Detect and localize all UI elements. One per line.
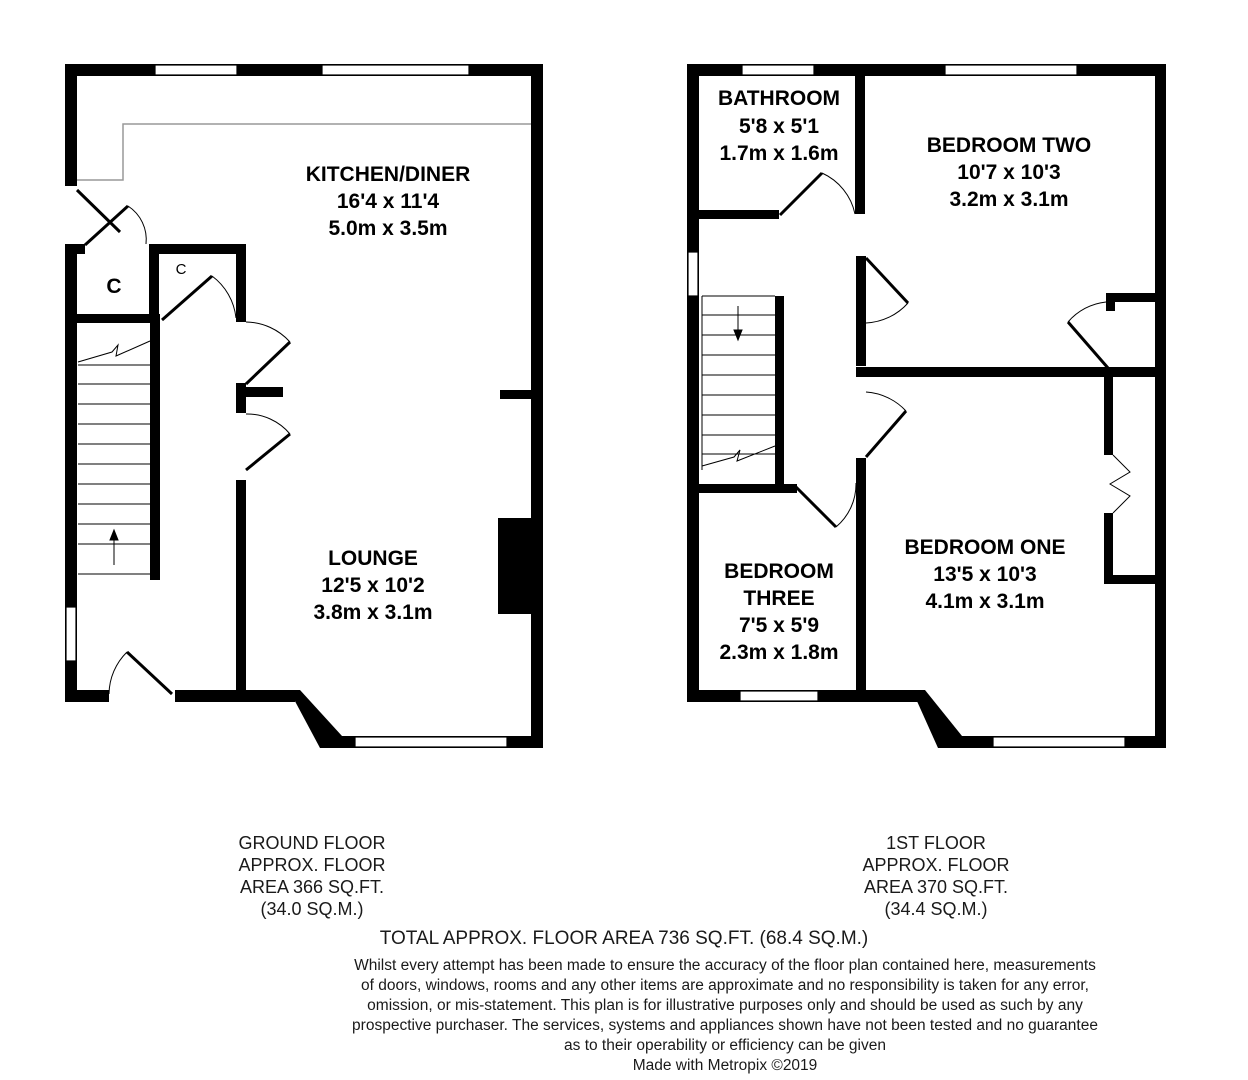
room-name: BATHROOM	[717, 87, 841, 110]
ground-floor-staircase	[78, 341, 150, 574]
room-kitchen-diner	[306, 163, 471, 240]
caption-line: (34.0 SQ.M.)	[260, 899, 364, 919]
first-floor-staircase	[702, 296, 775, 470]
room-size-metric: 1.7m x 1.6m	[719, 142, 839, 165]
caption-line: APPROX. FLOOR	[862, 855, 1010, 875]
disclaimer-line: prospective purchaser. The services, systems and appliances shown have not been tested and no guarantee	[352, 1017, 1098, 1034]
disclaimer-line: of doors, windows, rooms and any other items are approximate and no responsibility is taken for any error,	[360, 977, 1089, 994]
room-name: BEDROOM ONE	[904, 536, 1066, 559]
room-size-metric: 3.8m x 3.1m	[313, 601, 433, 624]
caption-line: AREA 370 SQ.FT.	[863, 877, 1009, 897]
disclaimer-line: as to their operability or efficiency can be given	[564, 1037, 886, 1054]
room-size-imperial: 13'5 x 10'3	[933, 563, 1037, 586]
room-lounge	[313, 547, 432, 624]
caption-line: 1ST FLOOR	[886, 833, 986, 853]
room-name: KITCHEN/DINER	[305, 163, 471, 186]
room-size-metric: 2.3m x 1.8m	[719, 641, 839, 664]
cupboard-label-small: C	[175, 261, 187, 278]
room-size-metric: 5.0m x 3.5m	[328, 217, 448, 240]
room-size-imperial: 7'5 x 5'9	[738, 614, 820, 637]
room-size-metric: 3.2m x 3.1m	[949, 188, 1069, 211]
room-bathroom	[718, 87, 840, 165]
ground-floor-caption	[212, 832, 412, 920]
room-size-imperial: 10'7 x 10'3	[957, 161, 1061, 184]
room-bedroom-one	[904, 536, 1065, 613]
room-bedroom-two	[927, 134, 1091, 211]
room-size-metric: 4.1m x 3.1m	[925, 590, 1045, 613]
room-bedroom-three	[719, 560, 838, 664]
ground-floor-plan	[65, 64, 543, 748]
cupboard-label-large: C	[106, 275, 122, 298]
room-size-imperial: 12'5 x 10'2	[321, 574, 425, 597]
room-name-line2: THREE	[743, 587, 815, 610]
caption-line: GROUND FLOOR	[238, 833, 386, 853]
caption-line: APPROX. FLOOR	[238, 855, 386, 875]
disclaimer-line: Whilst every attempt has been made to ensure the accuracy of the floor plan contained here, measurements	[354, 957, 1096, 974]
first-floor-caption	[836, 832, 1036, 920]
made-with-credit: Made with Metropix ©2019	[632, 1057, 818, 1074]
first-floor-plan	[687, 64, 1166, 748]
total-floor-area: TOTAL APPROX. FLOOR AREA 736 SQ.FT. (68.4 SQ.M.)	[379, 928, 869, 949]
disclaimer-line: omission, or mis-statement. This plan is for illustrative purposes only and should be used as such by any	[367, 997, 1083, 1014]
caption-line: (34.4 SQ.M.)	[884, 899, 988, 919]
room-size-imperial: 5'8 x 5'1	[738, 115, 820, 138]
disclaimer	[290, 956, 1160, 1076]
room-name-line1: BEDROOM	[724, 560, 834, 583]
caption-line: AREA 366 SQ.FT.	[239, 877, 385, 897]
room-name: BEDROOM TWO	[926, 134, 1092, 157]
first-floor-doors	[780, 173, 1130, 527]
ground-floor-walls	[65, 64, 543, 748]
room-size-imperial: 16'4 x 11'4	[336, 190, 440, 213]
room-name: LOUNGE	[328, 547, 418, 570]
